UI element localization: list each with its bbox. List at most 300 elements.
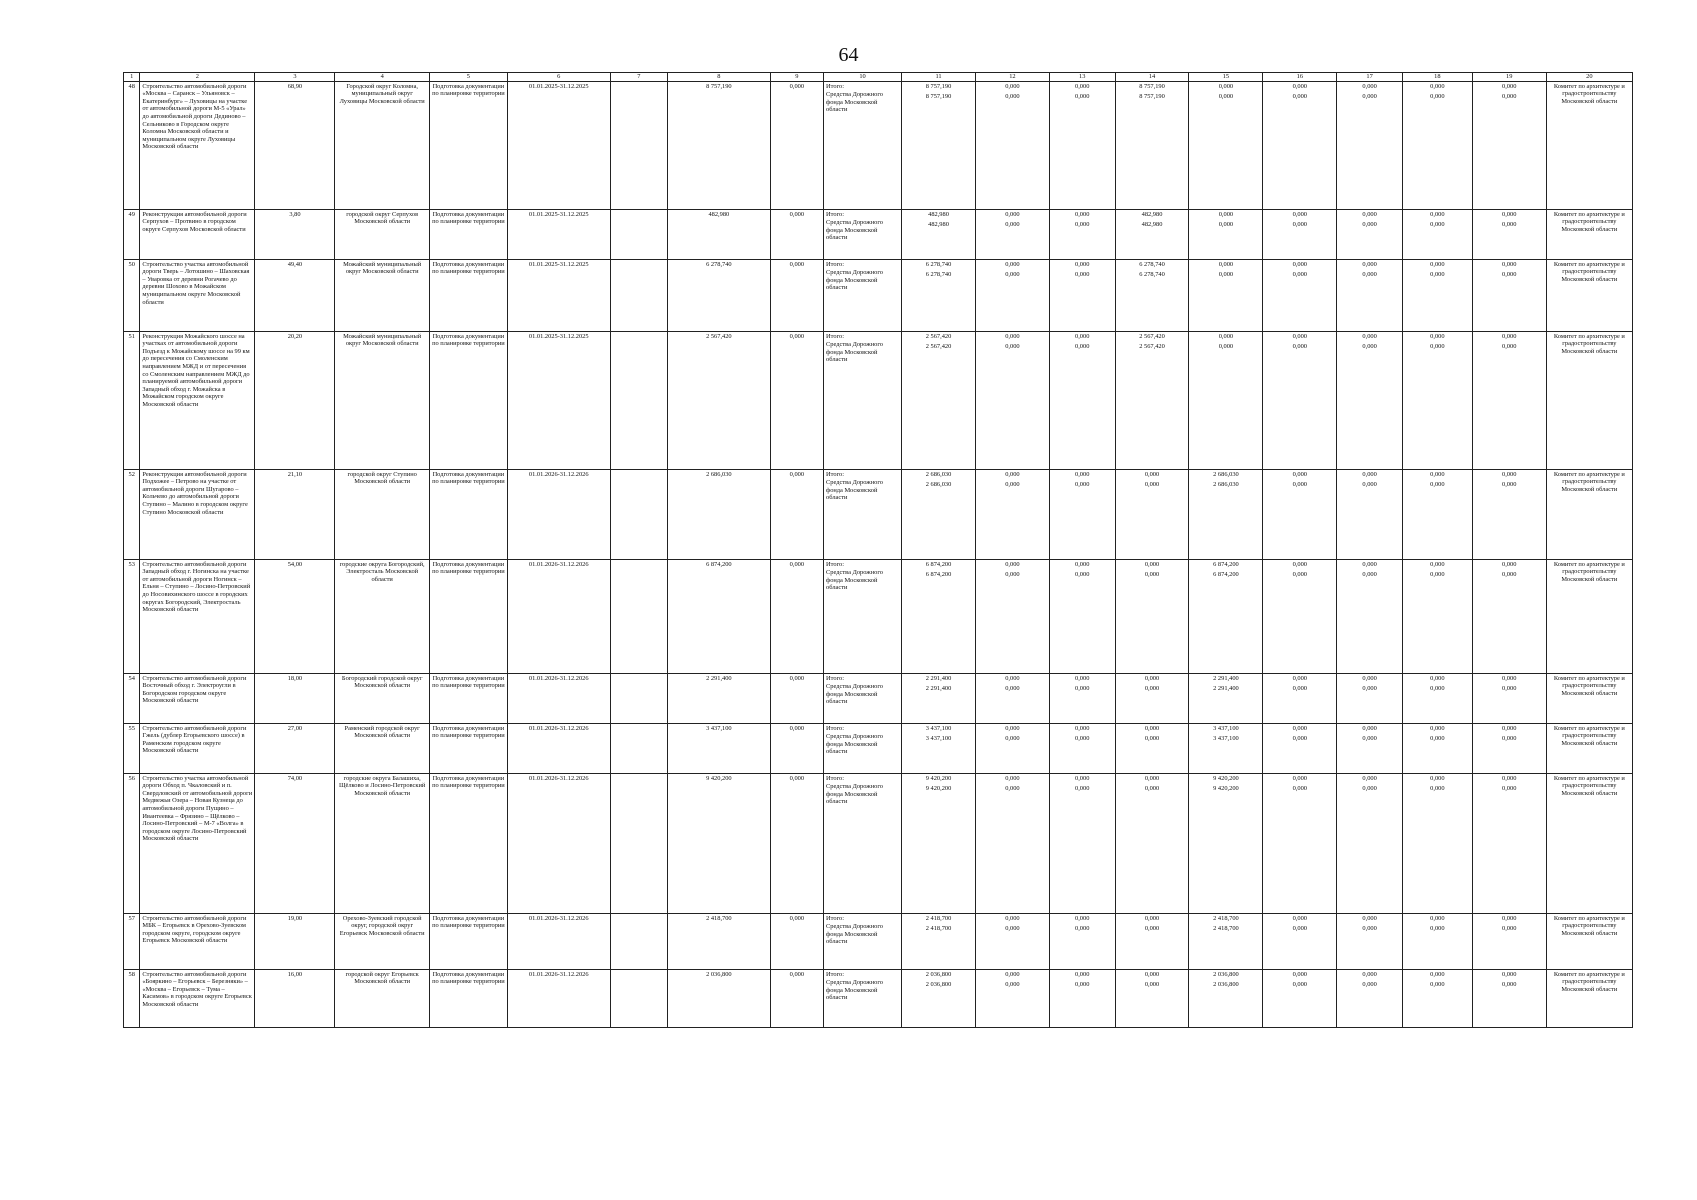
period: 01.01.2026-31.12.2026	[507, 969, 610, 1027]
amount-total: 0,000	[1292, 210, 1308, 218]
amount-cell	[1402, 773, 1472, 913]
amount-cell	[1189, 81, 1263, 209]
amount-total: 0,000	[1362, 332, 1377, 340]
amount-fund: 0,000	[1362, 570, 1377, 578]
amount-total: 0,000	[1362, 970, 1377, 978]
period: 01.01.2026-31.12.2026	[507, 673, 610, 723]
amount-fund: 0,000	[1362, 480, 1377, 488]
funding-total-label: Итого:	[826, 82, 844, 90]
amount-total: 0,000	[1292, 260, 1308, 268]
amount-total: 2 567,420	[1139, 332, 1165, 340]
funding-total-label: Итого:	[826, 724, 844, 732]
amount-total: 2 036,800	[925, 970, 952, 978]
amount-cell	[1402, 259, 1472, 331]
amount-total: 0,000	[1144, 914, 1160, 922]
amount-fund: 0,000	[1075, 570, 1090, 578]
amount-total: 3 437,100	[1213, 724, 1239, 732]
amount-total: 0,000	[1502, 470, 1517, 478]
amount-cell	[1049, 81, 1115, 209]
amount-total: 0,000	[1362, 774, 1377, 782]
amount-fund: 0,000	[1292, 480, 1308, 488]
funding-source-label: Средства Дорожного фонда Московской области	[826, 341, 883, 364]
funding-source-label: Средства Дорожного фонда Московской области	[826, 269, 883, 292]
amount-fund: 0,000	[1362, 924, 1377, 932]
amount-cell	[1337, 969, 1403, 1027]
amount-total: 0,000	[1292, 560, 1308, 568]
amount-cell	[1049, 469, 1115, 559]
amount-fund: 0,000	[1362, 734, 1377, 742]
amount-cell	[902, 559, 976, 673]
object-name: Строительство участка автомобильной дороги Тверь – Лотошино – Шаховская – Уваровка от деревни Рогачево до деревни Шохово в Можайском муниципальном округе Московской области	[140, 259, 255, 331]
road-length: 27,00	[255, 723, 335, 773]
responsible-body: Комитет по архитектуре и градостроительству Московской области	[1546, 969, 1632, 1027]
amount-cell	[1115, 259, 1189, 331]
amount-cell	[1263, 81, 1337, 209]
amount-total: 0,000	[1144, 560, 1160, 568]
column-9: 0,000	[770, 673, 823, 723]
amount-fund: 0,000	[1292, 980, 1308, 988]
amount-cell	[902, 209, 976, 259]
amount-total: 0,000	[1218, 210, 1234, 218]
funding-source-label: Средства Дорожного фонда Московской области	[826, 91, 883, 114]
estimated-cost: 3 437,100	[668, 723, 771, 773]
investment-table	[123, 72, 1633, 1028]
amount-cell	[1402, 559, 1472, 673]
amount-fund: 2 418,700	[1213, 924, 1239, 932]
estimated-cost: 8 757,190	[668, 81, 771, 209]
column-number: 17	[1337, 73, 1403, 82]
amount-total: 2 686,030	[1213, 470, 1239, 478]
amount-fund: 0,000	[1292, 924, 1308, 932]
amount-fund: 0,000	[1005, 220, 1020, 228]
amount-cell	[902, 773, 976, 913]
amount-fund: 2 291,400	[1213, 684, 1239, 692]
amount-total: 0,000	[1005, 914, 1020, 922]
location: городские округа Балашиха, Щёлково и Лосино-Петровский Московской области	[335, 773, 429, 913]
column-9: 0,000	[770, 969, 823, 1027]
amount-fund: 0,000	[1292, 684, 1308, 692]
object-name: Строительство автомобильной дороги Гжель (дублер Егорьевского шоссе) в Раменском городском округе Московской области	[140, 723, 255, 773]
amount-fund: 0,000	[1005, 92, 1020, 100]
amount-cell	[1337, 331, 1403, 469]
amount-fund: 6 874,200	[925, 570, 952, 578]
estimated-cost: 482,980	[668, 209, 771, 259]
amount-total: 0,000	[1362, 82, 1377, 90]
column-9: 0,000	[770, 81, 823, 209]
amount-fund: 8 757,190	[925, 92, 952, 100]
location: городской округ Серпухов Московской области	[335, 209, 429, 259]
row-number: 58	[124, 969, 140, 1027]
funding-source	[824, 259, 902, 331]
amount-fund: 0,000	[1502, 270, 1517, 278]
amount-total: 0,000	[1075, 260, 1090, 268]
amount-total: 0,000	[1075, 82, 1090, 90]
amount-total: 0,000	[1430, 470, 1445, 478]
row-number: 52	[124, 469, 140, 559]
responsible-body: Комитет по архитектуре и градостроительству Московской области	[1546, 331, 1632, 469]
object-name: Реконструкция автомобильной дороги Подхожее – Петрово на участке от автомобильной дороги Шугарово – Кольчево до автомобильной дороги Ступино – Малино в городском округе Ступино Московской области	[140, 469, 255, 559]
amount-cell	[1263, 913, 1337, 969]
amount-cell	[975, 81, 1049, 209]
column-number: 4	[335, 73, 429, 82]
funding-source	[824, 723, 902, 773]
location: Богородский городской округ Московской области	[335, 673, 429, 723]
period: 01.01.2025-31.12.2025	[507, 331, 610, 469]
amount-fund: 0,000	[1362, 270, 1377, 278]
amount-cell	[1115, 673, 1189, 723]
amount-fund: 0,000	[1430, 684, 1445, 692]
funding-source-label: Средства Дорожного фонда Московской области	[826, 783, 883, 806]
amount-cell	[1115, 81, 1189, 209]
amount-cell	[975, 209, 1049, 259]
amount-fund: 0,000	[1362, 92, 1377, 100]
amount-fund: 0,000	[1218, 220, 1234, 228]
amount-total: 0,000	[1430, 774, 1445, 782]
period: 01.01.2026-31.12.2026	[507, 723, 610, 773]
amount-total: 0,000	[1144, 674, 1160, 682]
amount-fund: 0,000	[1362, 220, 1377, 228]
amount-cell	[902, 259, 976, 331]
amount-total: 0,000	[1502, 210, 1517, 218]
amount-total: 0,000	[1005, 774, 1020, 782]
amount-fund: 0,000	[1430, 570, 1445, 578]
funding-total-label: Итого:	[826, 332, 844, 340]
amount-cell	[975, 673, 1049, 723]
work-stage: Подготовка документации по планировке территории	[429, 331, 507, 469]
amount-cell	[1049, 259, 1115, 331]
row-number: 55	[124, 723, 140, 773]
amount-total: 0,000	[1005, 260, 1020, 268]
table-row	[124, 969, 1633, 1027]
amount-cell	[1115, 773, 1189, 913]
amount-cell	[975, 259, 1049, 331]
amount-fund: 482,980	[928, 220, 949, 228]
amount-cell	[1337, 259, 1403, 331]
amount-total: 0,000	[1362, 560, 1377, 568]
amount-fund: 0,000	[1005, 570, 1020, 578]
amount-total: 0,000	[1005, 970, 1020, 978]
column-number: 19	[1472, 73, 1546, 82]
amount-cell	[1402, 969, 1472, 1027]
amount-fund: 6 278,740	[1139, 270, 1165, 278]
amount-fund: 0,000	[1005, 342, 1020, 350]
amount-cell	[1472, 259, 1546, 331]
amount-cell	[1049, 673, 1115, 723]
row-number: 57	[124, 913, 140, 969]
amount-total: 0,000	[1292, 774, 1308, 782]
amount-fund: 0,000	[1075, 92, 1090, 100]
amount-total: 6 278,740	[1139, 260, 1165, 268]
amount-fund: 0,000	[1502, 684, 1517, 692]
column-9: 0,000	[770, 773, 823, 913]
funding-source-label: Средства Дорожного фонда Московской области	[826, 733, 883, 756]
table-row	[124, 673, 1633, 723]
amount-cell	[975, 913, 1049, 969]
amount-fund: 0,000	[1144, 924, 1160, 932]
amount-cell	[1115, 331, 1189, 469]
amount-total: 8 757,190	[1139, 82, 1165, 90]
amount-total: 0,000	[1502, 332, 1517, 340]
amount-cell	[1472, 673, 1546, 723]
amount-total: 0,000	[1005, 82, 1020, 90]
amount-cell	[1049, 331, 1115, 469]
amount-fund: 0,000	[1430, 924, 1445, 932]
amount-fund: 0,000	[1430, 980, 1445, 988]
amount-fund: 0,000	[1502, 784, 1517, 792]
amount-total: 0,000	[1218, 82, 1234, 90]
estimated-cost: 2 291,400	[668, 673, 771, 723]
amount-cell	[1263, 331, 1337, 469]
road-length: 16,00	[255, 969, 335, 1027]
amount-cell	[1263, 969, 1337, 1027]
amount-total: 0,000	[1292, 970, 1308, 978]
amount-total: 0,000	[1005, 674, 1020, 682]
funding-source	[824, 209, 902, 259]
amount-total: 0,000	[1005, 560, 1020, 568]
amount-total: 2 418,700	[1213, 914, 1239, 922]
period: 01.01.2026-31.12.2026	[507, 773, 610, 913]
amount-cell	[1402, 723, 1472, 773]
amount-fund: 6 874,200	[1213, 570, 1239, 578]
amount-fund: 2 686,030	[1213, 480, 1239, 488]
column-number: 18	[1402, 73, 1472, 82]
amount-fund: 0,000	[1292, 270, 1308, 278]
amount-fund: 0,000	[1005, 980, 1020, 988]
responsible-body: Комитет по архитектуре и градостроительству Московской области	[1546, 469, 1632, 559]
amount-fund: 0,000	[1292, 220, 1308, 228]
amount-total: 0,000	[1075, 724, 1090, 732]
amount-total: 0,000	[1502, 260, 1517, 268]
amount-fund: 0,000	[1075, 734, 1090, 742]
amount-cell	[902, 81, 976, 209]
amount-fund: 0,000	[1292, 570, 1308, 578]
responsible-body: Комитет по архитектуре и градостроительству Московской области	[1546, 81, 1632, 209]
road-length: 49,40	[255, 259, 335, 331]
amount-total: 0,000	[1430, 724, 1445, 732]
amount-fund: 9 420,200	[925, 784, 952, 792]
estimated-cost: 2 036,800	[668, 969, 771, 1027]
amount-fund: 0,000	[1075, 220, 1090, 228]
estimated-cost: 2 686,030	[668, 469, 771, 559]
amount-cell	[1402, 469, 1472, 559]
amount-fund: 3 437,100	[1213, 734, 1239, 742]
amount-total: 0,000	[1362, 210, 1377, 218]
amount-cell	[1472, 469, 1546, 559]
amount-cell	[902, 673, 976, 723]
amount-fund: 0,000	[1075, 342, 1090, 350]
funding-source	[824, 673, 902, 723]
amount-fund: 2 567,420	[925, 342, 952, 350]
column-7	[610, 773, 667, 913]
work-stage: Подготовка документации по планировке территории	[429, 723, 507, 773]
amount-total: 0,000	[1005, 332, 1020, 340]
column-7	[610, 469, 667, 559]
amount-total: 6 874,200	[925, 560, 952, 568]
amount-cell	[1337, 209, 1403, 259]
amount-cell	[902, 469, 976, 559]
amount-fund: 2 686,030	[925, 480, 952, 488]
column-number: 16	[1263, 73, 1337, 82]
amount-cell	[1189, 773, 1263, 913]
work-stage: Подготовка документации по планировке территории	[429, 673, 507, 723]
funding-source	[824, 969, 902, 1027]
funding-source	[824, 331, 902, 469]
column-number: 2	[140, 73, 255, 82]
funding-total-label: Итого:	[826, 970, 844, 978]
amount-total: 0,000	[1075, 470, 1090, 478]
column-7	[610, 673, 667, 723]
amount-total: 0,000	[1005, 470, 1020, 478]
road-length: 54,00	[255, 559, 335, 673]
column-number: 5	[429, 73, 507, 82]
amount-total: 0,000	[1005, 724, 1020, 732]
amount-total: 0,000	[1430, 674, 1445, 682]
amount-cell	[1189, 913, 1263, 969]
amount-fund: 0,000	[1430, 92, 1445, 100]
amount-cell	[1402, 209, 1472, 259]
amount-cell	[1049, 969, 1115, 1027]
amount-fund: 0,000	[1502, 342, 1517, 350]
work-stage: Подготовка документации по планировке территории	[429, 81, 507, 209]
location: Орехово-Зуевский городской округ, городской округ Егорьевск Московской области	[335, 913, 429, 969]
amount-fund: 0,000	[1218, 342, 1234, 350]
amount-total: 2 291,400	[1213, 674, 1239, 682]
row-number: 48	[124, 81, 140, 209]
amount-fund: 0,000	[1430, 734, 1445, 742]
amount-fund: 0,000	[1144, 980, 1160, 988]
column-number: 14	[1115, 73, 1189, 82]
column-9: 0,000	[770, 331, 823, 469]
amount-fund: 2 418,700	[925, 924, 952, 932]
amount-total: 2 291,400	[925, 674, 952, 682]
period: 01.01.2026-31.12.2026	[507, 913, 610, 969]
amount-fund: 0,000	[1430, 480, 1445, 488]
amount-cell	[1115, 723, 1189, 773]
estimated-cost: 2 567,420	[668, 331, 771, 469]
responsible-body: Комитет по архитектуре и градостроительству Московской области	[1546, 209, 1632, 259]
amount-total: 0,000	[1502, 674, 1517, 682]
amount-total: 0,000	[1502, 970, 1517, 978]
column-number: 1	[124, 73, 140, 82]
amount-cell	[1263, 209, 1337, 259]
column-9: 0,000	[770, 209, 823, 259]
road-length: 20,20	[255, 331, 335, 469]
amount-total: 0,000	[1075, 210, 1090, 218]
amount-fund: 0,000	[1075, 270, 1090, 278]
amount-total: 0,000	[1502, 724, 1517, 732]
amount-fund: 0,000	[1502, 220, 1517, 228]
funding-total-label: Итого:	[826, 470, 844, 478]
amount-cell	[975, 723, 1049, 773]
table-row	[124, 469, 1633, 559]
object-name: Строительство участка автомобильной дороги Обход п. Чкаловский и п. Свердловский от автомобильной дороги Медвежьи Озера – Новая Кузнеца до автомобильной дороги Пущино – Ивантеевка – Фрязино – Щёлково – Лосино-Петровский – М-7 «Волга» в городском округе Лосино-Петровский Московской области	[140, 773, 255, 913]
amount-fund: 0,000	[1144, 570, 1160, 578]
period: 01.01.2026-31.12.2026	[507, 559, 610, 673]
amount-fund: 3 437,100	[925, 734, 952, 742]
funding-total-label: Итого:	[826, 914, 844, 922]
amount-fund: 0,000	[1075, 924, 1090, 932]
column-number: 3	[255, 73, 335, 82]
amount-total: 0,000	[1144, 774, 1160, 782]
location: городской округ Ступино Московской области	[335, 469, 429, 559]
amount-total: 2 686,030	[925, 470, 952, 478]
amount-cell	[975, 969, 1049, 1027]
amount-cell	[1189, 209, 1263, 259]
amount-fund: 0,000	[1005, 784, 1020, 792]
amount-fund: 0,000	[1005, 734, 1020, 742]
amount-cell	[1337, 81, 1403, 209]
responsible-body: Комитет по архитектуре и градостроительству Московской области	[1546, 559, 1632, 673]
work-stage: Подготовка документации по планировке территории	[429, 259, 507, 331]
amount-cell	[1115, 559, 1189, 673]
column-number: 9	[770, 73, 823, 82]
amount-total: 0,000	[1075, 560, 1090, 568]
row-number: 54	[124, 673, 140, 723]
amount-total: 0,000	[1362, 260, 1377, 268]
amount-total: 0,000	[1430, 560, 1445, 568]
column-number: 7	[610, 73, 667, 82]
funding-total-label: Итого:	[826, 674, 844, 682]
amount-fund: 9 420,200	[1213, 784, 1239, 792]
amount-cell	[1049, 723, 1115, 773]
amount-cell	[1189, 259, 1263, 331]
amount-fund: 0,000	[1075, 784, 1090, 792]
amount-fund: 0,000	[1005, 480, 1020, 488]
object-name: Строительство автомобильной дороги «Москва – Саранск – Ульяновск – Екатеринбург» – Луховицы на участке от автомобильной дороги М-5 «Урал» до автомобильной дороги Дединово – Сельниково в Городском округе Коломна Московской области и муниципальном округе Луховицы Московской области	[140, 81, 255, 209]
funding-source	[824, 469, 902, 559]
road-length: 21,10	[255, 469, 335, 559]
object-name: Реконструкция Можайского шоссе на участках от автомобильной дороги Подъезд к Можайскому шоссе на 99 км до пересечения со Смоленским направлением МЖД и от пересечения со Смоленским направлением МЖД до планируемой автомобильной дороги Западный обход г. Можайска в Можайском городском округе Московской области	[140, 331, 255, 469]
location: Можайский муниципальный округ Московской области	[335, 331, 429, 469]
amount-total: 0,000	[1292, 914, 1308, 922]
amount-fund: 0,000	[1005, 684, 1020, 692]
funding-source	[824, 559, 902, 673]
amount-cell	[1263, 559, 1337, 673]
amount-cell	[1402, 81, 1472, 209]
period: 01.01.2026-31.12.2026	[507, 469, 610, 559]
amount-cell	[1189, 469, 1263, 559]
amount-cell	[1337, 773, 1403, 913]
estimated-cost: 6 278,740	[668, 259, 771, 331]
column-number-row	[124, 73, 1633, 82]
amount-cell	[1189, 559, 1263, 673]
road-length: 74,00	[255, 773, 335, 913]
amount-total: 0,000	[1362, 724, 1377, 732]
amount-total: 0,000	[1430, 914, 1445, 922]
road-length: 18,00	[255, 673, 335, 723]
amount-fund: 0,000	[1144, 684, 1160, 692]
amount-fund: 0,000	[1144, 784, 1160, 792]
table-row	[124, 209, 1633, 259]
object-name: Реконструкция автомобильной дороги Серпухов – Протвино в городском округе Серпухов Московской области	[140, 209, 255, 259]
amount-total: 0,000	[1218, 260, 1234, 268]
responsible-body: Комитет по архитектуре и градостроительству Московской области	[1546, 673, 1632, 723]
amount-cell	[1115, 969, 1189, 1027]
amount-cell	[1263, 723, 1337, 773]
column-7	[610, 913, 667, 969]
amount-total: 0,000	[1075, 332, 1090, 340]
table-row	[124, 773, 1633, 913]
estimated-cost: 6 874,200	[668, 559, 771, 673]
page-number: 64	[838, 44, 859, 66]
amount-fund: 0,000	[1005, 924, 1020, 932]
funding-source	[824, 81, 902, 209]
amount-total: 0,000	[1144, 470, 1160, 478]
responsible-body: Комитет по архитектуре и градостроительству Московской области	[1546, 913, 1632, 969]
amount-total: 0,000	[1502, 560, 1517, 568]
amount-total: 482,980	[928, 210, 949, 218]
amount-total: 0,000	[1292, 470, 1308, 478]
